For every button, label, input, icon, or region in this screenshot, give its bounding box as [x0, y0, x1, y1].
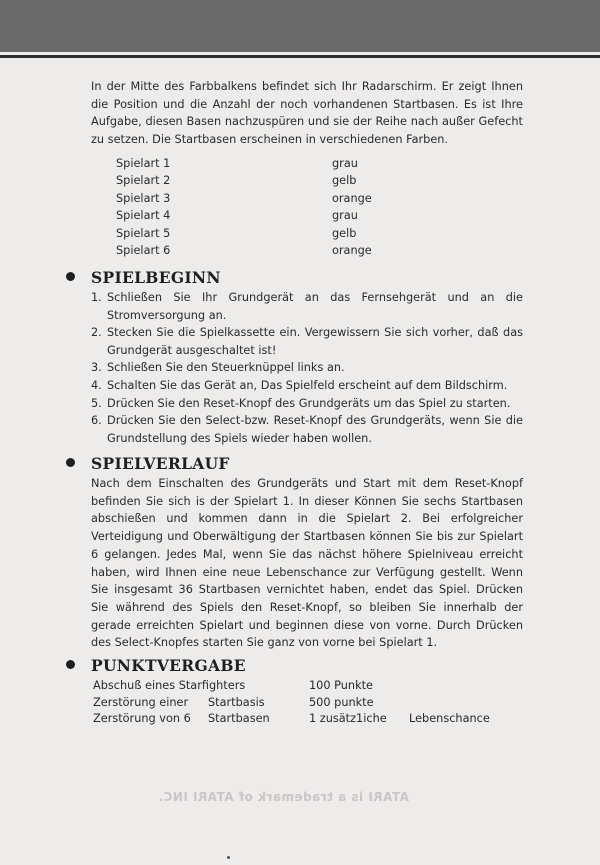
list-item	[91, 377, 523, 395]
score-points: 1 zusätz1iche	[309, 712, 387, 725]
list-item	[91, 289, 523, 324]
page-speck	[227, 856, 230, 859]
game-mode-color: orange	[332, 243, 372, 257]
bullet-icon	[66, 660, 75, 669]
game-mode-color: grau	[332, 157, 358, 170]
step-text: Drücken Sie den Select-bzw. Reset-Knopf des Grundgeräts, wenn Sie die Grundstellung des Spiels wieder haben wollen.	[107, 414, 523, 445]
section-heading-spielbeginn	[66, 268, 221, 287]
game-mode-name: Spielart 5	[116, 226, 171, 240]
setup-steps-list	[91, 289, 523, 447]
step-number: 2.	[91, 326, 102, 340]
score-object: Startbasen	[208, 712, 270, 725]
section-heading-text: PUNKTVERGABE	[91, 656, 246, 675]
list-item	[91, 359, 523, 377]
game-mode-color: orange	[332, 191, 372, 205]
score-event: Zerstörung von 6	[93, 712, 191, 725]
score-object: Startbasis	[208, 695, 265, 709]
score-points: 500 punkte	[309, 695, 374, 709]
scoring-table	[93, 678, 513, 728]
list-item	[91, 324, 523, 359]
score-event: Zerstörung einer	[93, 695, 189, 709]
bullet-icon	[66, 458, 75, 467]
step-number: 3.	[91, 361, 102, 375]
list-item	[91, 395, 523, 413]
step-text: Schließen Sie den Steuerknüppel links an.	[107, 361, 345, 375]
step-text: Drücken Sie den Reset-Knopf des Grundgeräts um das Spiel zu starten.	[107, 396, 511, 410]
game-mode-name: Spielart 4	[116, 209, 171, 223]
step-number: 5.	[91, 396, 102, 410]
gameplay-paragraph: Nach dem Einschalten des Grundgeräts und Start mit dem Reset-Knopf befinden Sie sich is der Spielart 1. In dieser Können Sie sechs Startbasen abschießen und kommen dann in die Spielart 2. Bei erfolgreicher Verteidigung und Oberwältigung der Startbasen können Sie bis zur Spielart 6 gelangen. Jedes Mal, wenn Sie das nächst höhere Spielniveau erreicht haben, wird Ihnen eine neue Lebenschance zur Verfügung gestellt. Wenn Sie insgesamt 36 Startbasen vernichtet haben, endet das Spiel. Drücken Sie während des Spiels den Reset-Knopf, so bleiben Sie innerhalb der gerade erreichten Spielart und beginnen diese von vorne. Durch Drücken des Select-Knopfes starten Sie ganz von vorne bei Spielart 1.	[91, 477, 523, 650]
step-number: 4.	[91, 378, 102, 392]
game-mode-name: Spielart 3	[116, 191, 171, 205]
list-item	[91, 412, 523, 447]
section-heading-spielverlauf	[66, 454, 230, 473]
game-mode-color: gelb	[332, 174, 357, 188]
score-points: 100 Punkte	[309, 679, 374, 692]
game-mode-name: Spielart 2	[116, 174, 171, 188]
table-row	[93, 678, 513, 695]
section-heading-text: SPIELVERLAUF	[91, 454, 230, 473]
show-through-text: ATARI is a trademark of ATARI INC.	[158, 790, 409, 804]
score-event: Abschuß eines Starfighters	[93, 679, 246, 692]
step-number: 1.	[91, 291, 102, 304]
step-text: Schließen Sie Ihr Grundgerät an das Fernsehgerät und an die Stromversorgung an.	[107, 291, 523, 322]
game-mode-color: gelb	[332, 226, 357, 240]
table-row	[93, 711, 513, 728]
score-extra: Lebenschance	[409, 712, 490, 725]
table-row	[93, 695, 513, 712]
intro-paragraph: In der Mitte des Farbbalkens befindet sich Ihr Radarschirm. Er zeigt Ihnen die Position und die Anzahl der noch vorhandenen Startbasen. Es ist Ihre Aufgabe, diesen Basen nachzuspüren und sie der Reihe nach außer Gefecht zu setzen. Die Startbasen erscheinen in verschiedenen Farben.	[91, 80, 523, 147]
game-mode-name: Spielart 6	[116, 243, 171, 257]
bullet-icon	[66, 272, 75, 281]
section-heading-text: SPIELBEGINN	[91, 268, 221, 287]
section-heading-punktvergabe	[66, 656, 246, 675]
step-text: Schalten Sie das Gerät an, Das Spielfeld erscheint auf dem Bildschirm.	[107, 378, 508, 392]
step-text: Stecken Sie die Spielkassette ein. Vergewissern Sie sich vorher, daß das Grundgerät ausgeschaltet ist!	[107, 326, 523, 357]
step-number: 6.	[91, 414, 102, 428]
game-mode-color: grau	[332, 209, 358, 223]
game-mode-name: Spielart 1	[116, 157, 171, 170]
